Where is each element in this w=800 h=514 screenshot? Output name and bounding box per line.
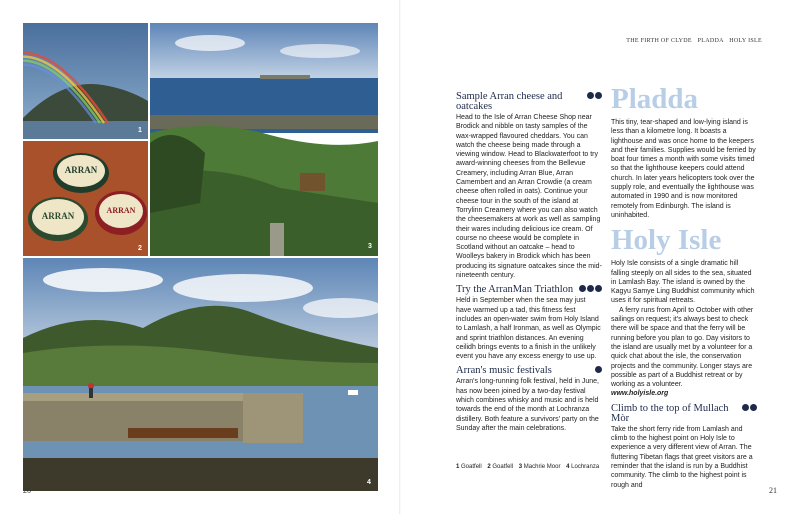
section-body: Head to the Isle of Arran Cheese Shop near Brodick and nibble on tasty samples of the wax-wrapped flavoured cheddars. You can watch the cheese being made through a viewing window. Head to Blackwaterfoot to try award-winning cheeses from the Bellevue Creamery, including Arran Blue, Arran Camembert and an Arran Crowdie (a cream cheese often rolled in oats). Continue your cheese tour in the south of the island at Torrylinn Creamery where you can also watch the cheesemakers at work as well as sampling their wares including delicious ice cream. Of course no cheese would be complete in Scotland without an oatcake – head to Woolleys bakery in Brodick which has been producing its signature oatcakes since the mid-nineteenth century. — [456, 114, 602, 280]
section-body: Holy Isle consists of a single dramatic hill falling steeply on all sides to the sea, situated in Lamlash Bay. The island is owned by the Kagyu Samye Ling Buddhist community which uses it for spiritual retreats. — [611, 260, 755, 305]
dot-icon — [587, 285, 594, 292]
difficulty-dots — [594, 366, 602, 376]
caption-number: 3 — [518, 464, 523, 470]
rainbow-over-island-icon — [23, 23, 148, 139]
svg-text:ARRAN: ARRAN — [41, 211, 75, 221]
section-triathlon — [456, 285, 602, 361]
caption-text: Goatfell — [492, 464, 514, 470]
caption-number: 2 — [487, 464, 491, 470]
column-left — [456, 92, 602, 438]
running-header — [622, 38, 762, 44]
caption-text: Lochranza — [571, 464, 600, 470]
section-body: Held in September when the sea may just have warmed up a tad, this fitness fest includes an open-water swim from Holy Island to Lamlash, a half Ironman, as well as Olympic and sprint triathlon distances. An evening ceilidh brings events to a finish in the unlikely event you have any excess energy to use up. — [456, 297, 601, 361]
section-music — [456, 366, 602, 433]
difficulty-dots — [741, 404, 757, 414]
caption-text: Machrie Moor — [523, 464, 561, 470]
photo-coast — [150, 23, 378, 256]
arran-cheese-icon — [23, 141, 148, 256]
photo-number: 2 — [138, 245, 142, 252]
book-spine — [399, 0, 401, 514]
section-holy-isle — [611, 225, 757, 398]
dot-icon — [579, 285, 586, 292]
header-part: THE FIRTH OF CLYDE — [626, 38, 692, 44]
photo-captions — [456, 464, 599, 470]
dot-icon — [595, 366, 602, 373]
svg-text:ARRAN: ARRAN — [64, 165, 98, 175]
svg-text:ARRAN: ARRAN — [106, 206, 136, 215]
dot-icon — [742, 404, 749, 411]
header-part: PLADDA — [697, 38, 724, 44]
page-number-right: 21 — [769, 486, 777, 495]
section-pladda — [611, 84, 757, 220]
section-body: Take the short ferry ride from Lamlash and climb to the highest point on Holy Isle to experience a very different view of Arran. The fluttering Tibetan flags that greet visitors are a reminder that the island is run by a Buddhist community. The climb to the highest point is rough and — [611, 425, 753, 489]
photo-number: 3 — [368, 243, 372, 250]
photo-cheese — [23, 141, 148, 256]
photo-number: 1 — [138, 127, 142, 134]
caption-text: Goatfell — [461, 464, 482, 470]
difficulty-dots — [578, 285, 602, 295]
section-body: Arran's long-running folk festival, held in June, has now been joined by a two-day festival which combines whisky and music and is held towards the end of the month at Lochranza distillery. Both feature a survivors' party on the Sunday after the main celebrations. — [456, 378, 599, 432]
header-part: HOLY ISLE — [729, 38, 762, 44]
coastal-lighthouse-icon — [150, 23, 378, 256]
photo-number: 4 — [367, 479, 371, 486]
caption-number: 1 — [456, 464, 460, 470]
dot-icon — [587, 92, 594, 99]
section-title-large: Pladda — [611, 83, 699, 115]
dot-icon — [595, 92, 602, 99]
section-title: Climb to the top of Mullach Mòr — [611, 402, 729, 424]
page-number-left: 20 — [23, 486, 31, 495]
section-climb — [611, 404, 757, 490]
website-link[interactable]: www.holyisle.org — [611, 390, 669, 398]
section-title: Try the ArranMan Triathlon — [456, 284, 574, 296]
section-cheese — [456, 92, 602, 280]
section-body: This tiny, tear-shaped and low-lying island is less than a kilometre long. It boasts a lighthouse and was once home to the keepers and their families. Supplies would be ferried by boat four times a month with some visits timed so that the lighthouse keepers could attend church. In later years helicopters took over the supply role, and eventually the lighthouse was automated in 1990 and is now monitored remotely from Edinburgh. The island is uninhabited. — [611, 119, 756, 219]
section-title: Arran's music festivals — [456, 365, 552, 377]
section-body: A ferry runs from April to October with other sailings on request; it's always best to check there will be space and that the ferry will be running before you plan to go. Day visitors to the island are usually met by a volunteer for a quick chat about the isle, the conservation projects and the community. Longer stays are possible as part of a Buddhist retreat or by working as a volunteer. — [611, 306, 754, 389]
goatfell-pier-icon — [23, 258, 378, 491]
difficulty-dots — [586, 92, 602, 102]
column-right — [611, 84, 757, 495]
photo-pier — [23, 258, 378, 491]
photo-rainbow — [23, 23, 148, 139]
dot-icon — [750, 404, 757, 411]
dot-icon — [595, 285, 602, 292]
section-title-large: Holy Isle — [611, 224, 722, 257]
section-title: Sample Arran cheese and oatcakes — [456, 91, 563, 112]
caption-number: 4 — [566, 464, 570, 470]
